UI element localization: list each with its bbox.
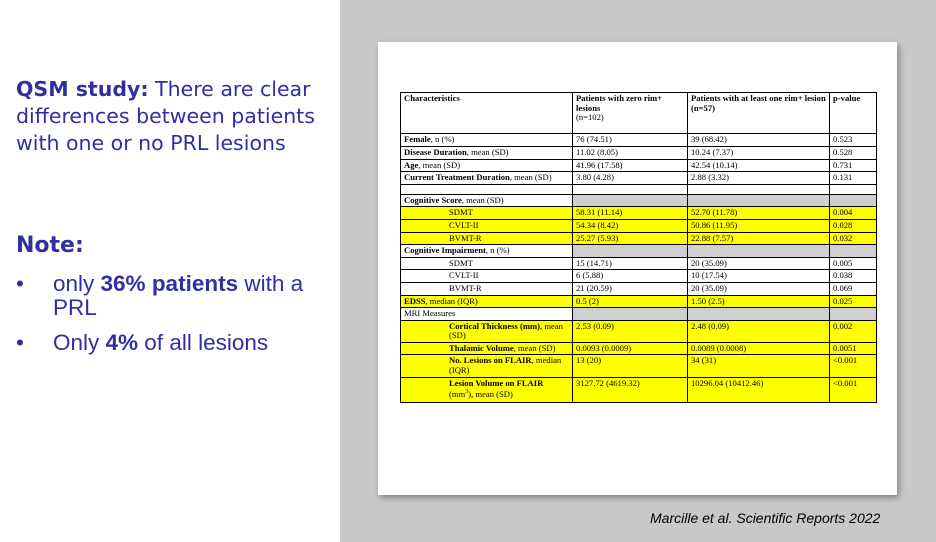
cell-one: 10 (17.54) bbox=[688, 270, 830, 283]
section-cell bbox=[688, 194, 830, 207]
cell-one: 42.54 (10.14) bbox=[688, 159, 830, 172]
label-bold: Current Treatment Duration bbox=[404, 172, 510, 183]
cell-zero: 0.5 (2) bbox=[573, 295, 688, 308]
cell-one: 34 (31) bbox=[688, 355, 830, 377]
cell-zero: 3127.72 (4619.32) bbox=[573, 377, 688, 402]
cell-p: 0.002 bbox=[830, 320, 877, 342]
row-label bbox=[401, 134, 573, 147]
cell-p: 0.004 bbox=[830, 207, 877, 220]
bullet-item bbox=[16, 272, 336, 320]
cell-one: 20 (35.09) bbox=[688, 257, 830, 270]
cell-p: 0.005 bbox=[830, 257, 877, 270]
cell-zero: 13 (20) bbox=[573, 355, 688, 377]
cell-zero: 25.27 (5.93) bbox=[573, 232, 688, 245]
section-cell bbox=[830, 308, 877, 321]
table-row bbox=[401, 159, 877, 172]
row-label: CVLT-II bbox=[401, 270, 573, 283]
heading-text: There are clear differences between patients with one or no PRL lesions bbox=[16, 77, 315, 155]
table-row bbox=[401, 207, 877, 220]
section-label: MRI Measures bbox=[401, 308, 573, 321]
cell-p: 0.528 bbox=[830, 146, 877, 159]
cell-one: 2.48 (0.09) bbox=[688, 320, 830, 342]
cell-zero: 21 (20.59) bbox=[573, 282, 688, 295]
label-rest: , median (IQR) bbox=[449, 355, 562, 376]
row-label bbox=[401, 355, 573, 377]
row-label: SDMT bbox=[401, 207, 573, 220]
cell-one: 2.88 (3.32) bbox=[688, 172, 830, 185]
table-row-spacer bbox=[401, 184, 877, 194]
label-sup: 3 bbox=[465, 389, 469, 396]
table-row bbox=[401, 270, 877, 283]
cell-p: 0.028 bbox=[830, 219, 877, 232]
row-label bbox=[401, 146, 573, 159]
cell-p: 0.069 bbox=[830, 282, 877, 295]
bullet-text: of all lesions bbox=[138, 330, 269, 355]
row-label bbox=[401, 377, 573, 402]
cell-one: 1.50 (2.5) bbox=[688, 295, 830, 308]
cell-one: 22.88 (7.57) bbox=[688, 232, 830, 245]
row-label bbox=[401, 342, 573, 355]
section-cell bbox=[573, 245, 688, 258]
section-row bbox=[401, 308, 877, 321]
table-row bbox=[401, 172, 877, 185]
bullet-text: only bbox=[53, 271, 101, 296]
label-bold: Cortical Thickness (mm) bbox=[449, 320, 541, 331]
cell-zero: 3.80 (4.28) bbox=[573, 172, 688, 185]
row-label bbox=[401, 172, 573, 185]
section-row bbox=[401, 245, 877, 258]
section-cell bbox=[830, 245, 877, 258]
row-label: CVLT-II bbox=[401, 219, 573, 232]
section-label bbox=[401, 194, 573, 207]
bullet-text: Only bbox=[53, 330, 106, 355]
bullet-item bbox=[16, 331, 336, 355]
cell-one: 39 (68.42) bbox=[688, 134, 830, 147]
cell-p: 0.131 bbox=[830, 172, 877, 185]
row-label bbox=[401, 159, 573, 172]
cell-zero: 2.53 (0.09) bbox=[573, 320, 688, 342]
bullet-marker: • bbox=[16, 330, 24, 355]
table-row bbox=[401, 282, 877, 295]
row-label bbox=[401, 295, 573, 308]
bullet-bold: 4% bbox=[105, 330, 139, 355]
note-title: Note: bbox=[16, 233, 84, 258]
label-rest: ), mean (SD) bbox=[468, 389, 513, 400]
cell-p: <0.001 bbox=[830, 355, 877, 377]
header-zero-rim-label: Patients with zero rim+ lesions bbox=[576, 93, 663, 113]
cell-p: <0.001 bbox=[830, 377, 877, 402]
cell-p: 0.523 bbox=[830, 134, 877, 147]
bullet-text: with a PRL bbox=[53, 271, 304, 320]
table-row bbox=[401, 295, 877, 308]
label-mid: (mm bbox=[449, 389, 466, 400]
cell-one: 10.24 (7.37) bbox=[688, 146, 830, 159]
cell-one: 50.86 (11.95) bbox=[688, 219, 830, 232]
label-bold: Cognitive Score bbox=[404, 194, 462, 205]
label-rest: , median (IQR) bbox=[425, 295, 478, 306]
header-one-rim: Patients with at least one rim+ lesion (n=57) bbox=[688, 93, 830, 134]
section-cell bbox=[830, 194, 877, 207]
bullet-bold: 36% patients bbox=[100, 271, 239, 296]
section-row bbox=[401, 194, 877, 207]
cell-one: 52.70 (11.78) bbox=[688, 207, 830, 220]
cell-p: 0.038 bbox=[830, 270, 877, 283]
label-bold: Lesion Volume on FLAIR bbox=[449, 377, 544, 388]
spacer-cell bbox=[573, 184, 688, 194]
section-label bbox=[401, 245, 573, 258]
slide-text-panel bbox=[0, 0, 340, 542]
header-zero-rim-n: (n=102) bbox=[576, 112, 604, 123]
label-rest: , mean (SD) bbox=[509, 172, 552, 183]
section-cell bbox=[573, 194, 688, 207]
label-bold: Age bbox=[404, 159, 419, 170]
label-rest: , mean (SD) bbox=[513, 342, 556, 353]
cell-zero: 76 (74.51) bbox=[573, 134, 688, 147]
label-bold: Female bbox=[404, 134, 431, 145]
table-row bbox=[401, 134, 877, 147]
row-label: BVMT-R bbox=[401, 282, 573, 295]
label-bold: No. Lesions on FLAIR bbox=[449, 355, 532, 366]
cell-p: 0.025 bbox=[830, 295, 877, 308]
table-row bbox=[401, 355, 877, 377]
table-header-row bbox=[401, 93, 877, 134]
section-cell bbox=[688, 245, 830, 258]
row-label bbox=[401, 320, 573, 342]
table-figure bbox=[378, 42, 897, 495]
label-rest: , mean (SD) bbox=[461, 194, 504, 205]
section-cell bbox=[688, 308, 830, 321]
section-cell bbox=[573, 308, 688, 321]
table-row bbox=[401, 232, 877, 245]
cell-zero: 0.0093 (0.0009) bbox=[573, 342, 688, 355]
table-row bbox=[401, 146, 877, 159]
table-row bbox=[401, 219, 877, 232]
cell-one: 0.0089 (0.0008) bbox=[688, 342, 830, 355]
table-row bbox=[401, 320, 877, 342]
row-label: SDMT bbox=[401, 257, 573, 270]
label-bold: Disease Duration bbox=[404, 146, 467, 157]
cell-one: 20 (35.09) bbox=[688, 282, 830, 295]
bullet-list bbox=[16, 272, 336, 366]
label-bold: Thalamic Volume bbox=[449, 342, 514, 353]
spacer-cell bbox=[688, 184, 830, 194]
cell-zero: 11.02 (8.05) bbox=[573, 146, 688, 159]
cell-one: 10296.04 (10412.46) bbox=[688, 377, 830, 402]
cell-zero: 58.31 (11.14) bbox=[573, 207, 688, 220]
cell-zero: 15 (14.71) bbox=[573, 257, 688, 270]
label-rest: , mean (SD) bbox=[466, 146, 509, 157]
cell-p: 0.032 bbox=[830, 232, 877, 245]
label-bold: EDSS bbox=[404, 295, 426, 306]
bullet-marker: • bbox=[16, 271, 24, 296]
cell-p: 0.731 bbox=[830, 159, 877, 172]
characteristics-table bbox=[400, 92, 877, 403]
cell-zero: 54.34 (8.42) bbox=[573, 219, 688, 232]
heading-bold: QSM study: bbox=[16, 77, 149, 101]
citation: Marcille et al. Scientific Reports 2022 bbox=[650, 510, 881, 526]
slide-heading bbox=[16, 76, 334, 157]
cell-p: 0.0051 bbox=[830, 342, 877, 355]
label-rest: , mean (SD) bbox=[449, 320, 563, 341]
label-bold: Cognitive Impairment bbox=[404, 245, 486, 256]
cell-zero: 6 (5.88) bbox=[573, 270, 688, 283]
label-rest: , n (%) bbox=[430, 134, 455, 145]
spacer-cell bbox=[830, 184, 877, 194]
table-row bbox=[401, 342, 877, 355]
table-row bbox=[401, 257, 877, 270]
spacer-cell bbox=[401, 184, 573, 194]
table-row bbox=[401, 377, 877, 402]
label-rest: , mean (SD) bbox=[418, 159, 461, 170]
label-rest: , n (%) bbox=[485, 245, 510, 256]
cell-zero: 41.96 (17.58) bbox=[573, 159, 688, 172]
row-label: BVMT-R bbox=[401, 232, 573, 245]
header-characteristics: Characteristics bbox=[401, 93, 573, 134]
header-p-value: p-value bbox=[830, 93, 877, 134]
header-zero-rim bbox=[573, 93, 688, 134]
